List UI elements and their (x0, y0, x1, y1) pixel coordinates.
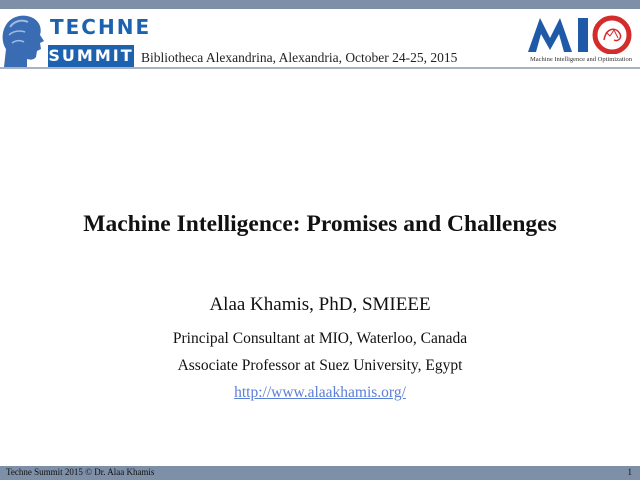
author-name: Alaa Khamis, PhD, SMIEEE (209, 294, 431, 315)
slide-title: Machine Intelligence: Promises and Challenges (83, 211, 557, 237)
author-role-secondary: Associate Professor at Suez University, Egypt (177, 357, 463, 374)
website-link[interactable]: http://www.alaakhamis.org/ (234, 384, 406, 401)
mio-logo (522, 12, 640, 68)
techne-logo-word: TECHNE (50, 15, 152, 39)
mio-logo-caption: Machine Intelligence and Optimization (530, 56, 632, 63)
summit-logo-word: SUMMIT (48, 46, 134, 65)
event-venue: Bibliotheca Alexandrina, Alexandria, October 24-25, 2015 (141, 50, 458, 65)
top-stripe (0, 0, 640, 9)
mio-logo-mark (526, 14, 638, 54)
head-profile-icon (0, 9, 50, 67)
page-number: 1 (627, 467, 632, 477)
footer-copyright: Techne Summit 2015 © Dr. Alaa Khamis (6, 467, 155, 477)
author-role-primary: Principal Consultant at MIO, Waterloo, Canada (172, 330, 468, 347)
techne-summit-logo (0, 9, 152, 67)
footer-bar (0, 466, 640, 480)
header-divider (0, 67, 640, 69)
